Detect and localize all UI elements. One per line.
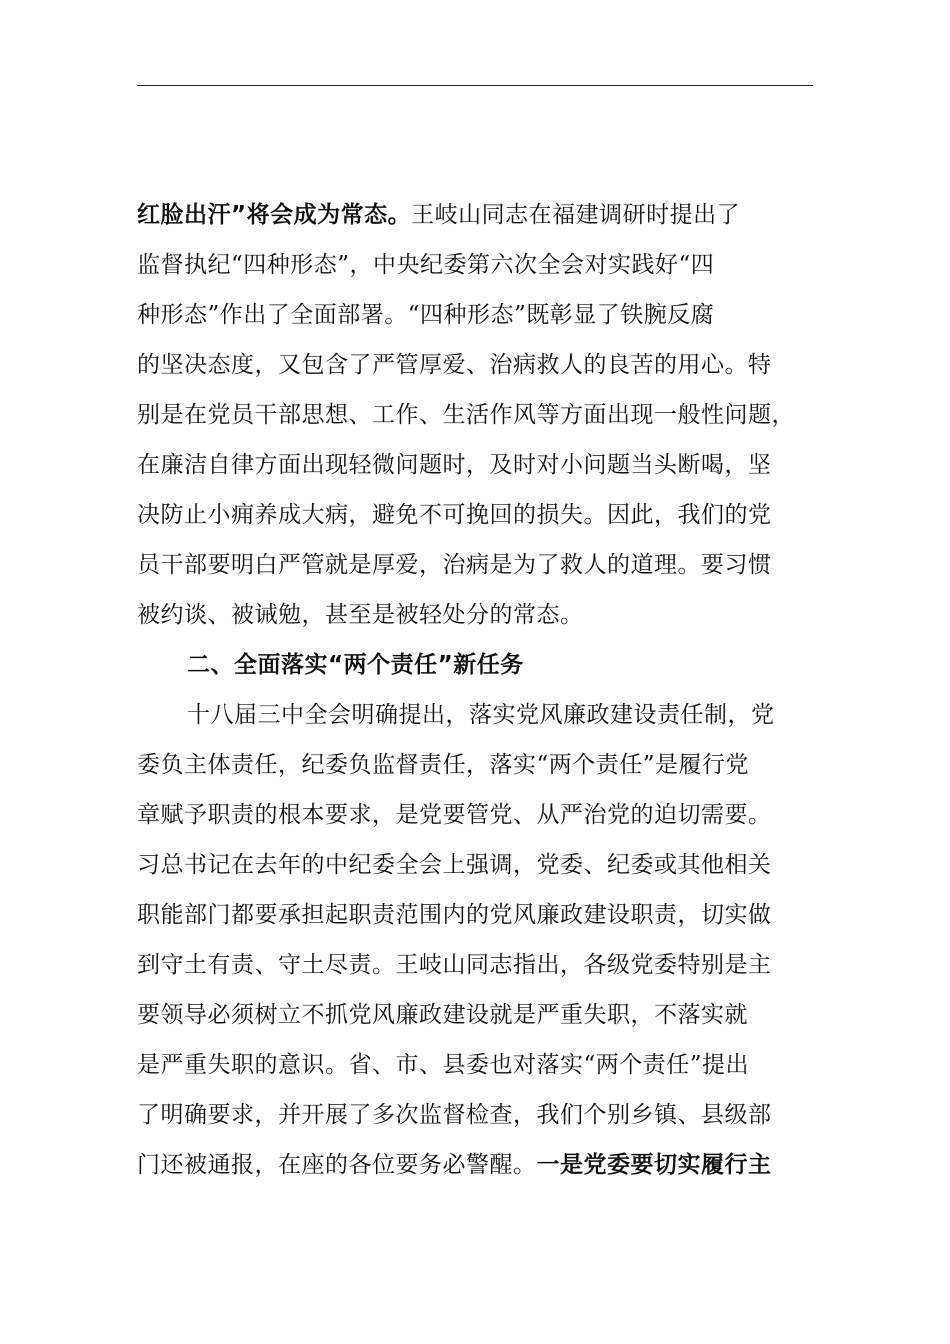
bold-lead-phrase: 红脸出汗”将会成为常态。 [137,202,412,228]
text-line: 监督执纪“四种形态”，中央纪委第六次全会对实践好“四 [137,252,715,278]
bold-lead-phrase: 一是党委要切实履行主 [536,1152,772,1178]
text-line: 职能部门都要承担起职责范围内的党风廉政建设职责，切实做 [137,902,772,928]
text-line: 别是在党员干部思想、工作、生活作风等方面出现一般性问题， [137,402,795,428]
text-line: 要领导必须树立不抓党风廉政建设就是严重失职，不落实就 [137,1002,748,1028]
text-line: 在廉洁自律方面出现轻微问题时，及时对小问题当头断喝，坚 [137,452,772,478]
text-line: 员干部要明白严管就是厚爱，治病是为了救人的道理。要习惯 [137,552,772,578]
document-body [137,190,817,1190]
text-span: 门还被通报，在座的各位要务必警醒。 [137,1152,537,1178]
text-line: 是严重失职的意识。省、市、县委也对落实“两个责任”提出 [137,1052,750,1078]
text-line: 章赋予职责的根本要求，是党要管党、从严治党的迫切需要。 [137,802,772,828]
text-span: 王岐山同志在福建调研时提出了 [411,202,741,228]
header-rule [137,85,813,86]
text-line: 了明确要求，并开展了多次监督检查，我们个别乡镇、县级部 [137,1102,772,1128]
text-line [137,190,817,240]
text-line: 到守土有责、守土尽责。王岐山同志指出，各级党委特别是主 [137,952,772,978]
text-line: 十八届三中全会明确提出，落实党风廉政建设责任制，党 [187,702,775,728]
text-line: 委负主体责任，纪委负监督责任，落实“两个责任”是履行党 [137,752,750,778]
text-line: 的坚决态度，又包含了严管厚爱、治病救人的良苦的用心。特 [137,352,772,378]
text-line: 决防止小痈养成大病，避免不可挽回的损失。因此，我们的党 [137,502,772,528]
text-line: 被约谈、被诫勉，甚至是被轻处分的常态。 [137,602,584,628]
text-line: 种形态”作出了全面部署。“四种形态”既彰显了铁腕反腐 [137,302,715,328]
section-heading: 二、全面落实“两个责任”新任务 [187,652,524,678]
text-line [137,1140,817,1190]
text-line: 习总书记在去年的中纪委全会上强调，党委、纪委或其他相关 [137,852,772,878]
